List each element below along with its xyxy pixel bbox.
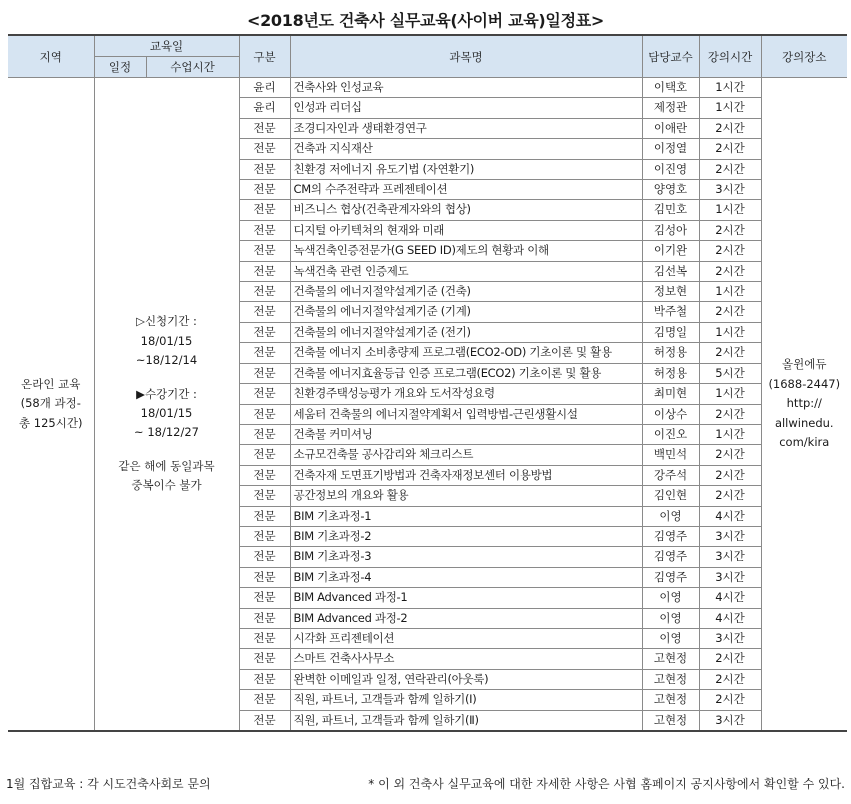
professor-cell: 강주석 [642, 465, 699, 485]
category-cell: 전문 [239, 139, 290, 159]
course-cell: 친환경 저에너지 유도기법 (자연환기) [290, 159, 642, 179]
category-cell: 전문 [239, 343, 290, 363]
course-cell: 건축물 에너지효율등급 인증 프로그램(ECO2) 기초이론 및 활용 [290, 363, 642, 383]
professor-cell: 양영호 [642, 180, 699, 200]
professor-cell: 김성아 [642, 220, 699, 240]
course-cell: BIM 기초과정-4 [290, 567, 642, 587]
professor-cell: 이정열 [642, 139, 699, 159]
place-text: (1688-2447) [768, 376, 841, 391]
professor-cell: 이영 [642, 588, 699, 608]
hours-cell: 2시간 [699, 220, 761, 240]
hours-cell: 2시간 [699, 404, 761, 424]
hours-cell: 2시간 [699, 139, 761, 159]
hours-cell: 1시간 [699, 322, 761, 342]
professor-cell: 김영주 [642, 526, 699, 546]
category-cell: 전문 [239, 649, 290, 669]
course-cell: 건축물의 에너지절약설계기준 (건축) [290, 282, 642, 302]
apply-period-label: ▷신청기간 : [136, 314, 197, 329]
professor-cell: 김명일 [642, 322, 699, 342]
schedule-table [8, 34, 847, 732]
hours-cell: 2시간 [699, 261, 761, 281]
course-cell: 직원, 파트너, 고객들과 함께 일하기(Ⅰ) [290, 690, 642, 710]
professor-cell: 이택호 [642, 78, 699, 98]
professor-cell: 이영 [642, 506, 699, 526]
region-text: 총 125시간) [19, 415, 83, 430]
course-cell: 디지털 아키텍쳐의 현재와 미래 [290, 220, 642, 240]
course-cell: 건축사와 인성교육 [290, 78, 642, 98]
hours-cell: 5시간 [699, 363, 761, 383]
hours-cell: 1시간 [699, 78, 761, 98]
category-cell: 전문 [239, 445, 290, 465]
category-cell: 전문 [239, 118, 290, 138]
category-cell: 전문 [239, 363, 290, 383]
footer-note-right: * 이 외 건축사 실무교육에 대한 자세한 사항은 사협 홈페이지 공지사항에서 확인할 수 있다. [368, 777, 845, 791]
course-cell: BIM Advanced 과정-2 [290, 608, 642, 628]
hours-cell: 3시간 [699, 567, 761, 587]
place-text: 올윈에듀 [782, 357, 827, 372]
category-cell: 전문 [239, 526, 290, 546]
hours-cell: 2시간 [699, 669, 761, 689]
category-cell: 전문 [239, 302, 290, 322]
duplicate-note: 같은 해에 동일과목 [118, 458, 215, 473]
hours-cell: 1시간 [699, 98, 761, 118]
course-cell: 공간정보의 개요와 활용 [290, 486, 642, 506]
region-cell [8, 78, 94, 732]
course-cell: 건축물 커미셔닝 [290, 424, 642, 444]
hours-cell: 3시간 [699, 710, 761, 731]
category-cell: 전문 [239, 200, 290, 220]
category-cell: 전문 [239, 404, 290, 424]
professor-cell: 김인현 [642, 486, 699, 506]
hours-cell: 2시간 [699, 465, 761, 485]
place-text: allwinedu. [774, 415, 834, 430]
course-cell: 조경디자인과 생태환경연구 [290, 118, 642, 138]
professor-cell: 허정용 [642, 343, 699, 363]
category-cell: 전문 [239, 322, 290, 342]
place-text: com/kira [779, 435, 830, 450]
category-cell: 전문 [239, 669, 290, 689]
apply-start: 18/01/15 [140, 333, 193, 348]
duplicate-note: 중복이수 불가 [131, 478, 202, 493]
hours-cell: 1시간 [699, 282, 761, 302]
course-cell: 건축자재 도면표기방법과 건축자재정보센터 이용방법 [290, 465, 642, 485]
hours-cell: 3시간 [699, 180, 761, 200]
hours-cell: 2시간 [699, 302, 761, 322]
course-cell: 스마트 건축사사무소 [290, 649, 642, 669]
course-cell: 시각화 프리젠테이션 [290, 628, 642, 648]
category-cell: 전문 [239, 424, 290, 444]
professor-cell: 박주철 [642, 302, 699, 322]
header-hours: 강의시간 [699, 35, 761, 78]
professor-cell: 고현정 [642, 690, 699, 710]
category-cell: 전문 [239, 465, 290, 485]
category-cell: 전문 [239, 180, 290, 200]
header-class-time: 수업시간 [146, 57, 239, 78]
category-cell: 전문 [239, 486, 290, 506]
professor-cell: 고현정 [642, 710, 699, 731]
attend-period-label: ▶수강기간 : [136, 386, 197, 401]
course-cell: 비즈니스 협상(건축관계자와의 협상) [290, 200, 642, 220]
spacer [98, 443, 236, 457]
professor-cell: 이진오 [642, 424, 699, 444]
category-cell: 전문 [239, 384, 290, 404]
category-cell: 전문 [239, 588, 290, 608]
hours-cell: 1시간 [699, 424, 761, 444]
course-cell: CM의 수주전략과 프레젠테이션 [290, 180, 642, 200]
course-cell: 완벽한 이메일과 일정, 연락관리(아웃룩) [290, 669, 642, 689]
hours-cell: 2시간 [699, 486, 761, 506]
category-cell: 전문 [239, 220, 290, 240]
course-cell: 녹색건축 관련 인증제도 [290, 261, 642, 281]
course-cell: 건축물의 에너지절약설계기준 (전기) [290, 322, 642, 342]
course-cell: 인성과 리더십 [290, 98, 642, 118]
course-cell: 세움터 건축물의 에너지절약계획서 입력방법-근린생활시설 [290, 404, 642, 424]
category-cell: 전문 [239, 159, 290, 179]
course-cell: 친환경주택성능평가 개요와 도서작성요령 [290, 384, 642, 404]
hours-cell: 2시간 [699, 649, 761, 669]
region-text: 온라인 교육 [21, 376, 81, 391]
header-course: 과목명 [290, 35, 642, 78]
course-cell: 건축물의 에너지절약설계기준 (기계) [290, 302, 642, 322]
course-cell: BIM 기초과정-2 [290, 526, 642, 546]
hours-cell: 2시간 [699, 343, 761, 363]
course-cell: BIM 기초과정-3 [290, 547, 642, 567]
hours-cell: 2시간 [699, 118, 761, 138]
professor-cell: 김선복 [642, 261, 699, 281]
attend-end: ~ 18/12/27 [134, 425, 199, 440]
schedule-body [8, 78, 847, 732]
apply-end: ~18/12/14 [135, 353, 198, 368]
header-schedule: 일정 [94, 57, 146, 78]
hours-cell: 4시간 [699, 506, 761, 526]
professor-cell: 최미현 [642, 384, 699, 404]
category-cell: 전문 [239, 608, 290, 628]
hours-cell: 2시간 [699, 241, 761, 261]
category-cell: 윤리 [239, 78, 290, 98]
header-category: 구분 [239, 35, 290, 78]
professor-cell: 고현정 [642, 669, 699, 689]
professor-cell: 김영주 [642, 547, 699, 567]
course-cell: 녹색건축인증전문가(G SEED ID)제도의 현황과 이해 [290, 241, 642, 261]
professor-cell: 제정관 [642, 98, 699, 118]
professor-cell: 이진영 [642, 159, 699, 179]
header-place: 강의장소 [761, 35, 847, 78]
category-cell: 전문 [239, 261, 290, 281]
category-cell: 전문 [239, 547, 290, 567]
hours-cell: 4시간 [699, 608, 761, 628]
category-cell: 윤리 [239, 98, 290, 118]
hours-cell: 1시간 [699, 200, 761, 220]
course-cell: 직원, 파트너, 고객들과 함께 일하기(Ⅱ) [290, 710, 642, 731]
table-row [8, 78, 847, 98]
course-cell: 건축과 지식재산 [290, 139, 642, 159]
professor-cell: 정보현 [642, 282, 699, 302]
category-cell: 전문 [239, 567, 290, 587]
professor-cell: 허정용 [642, 363, 699, 383]
hours-cell: 3시간 [699, 526, 761, 546]
hours-cell: 2시간 [699, 445, 761, 465]
hours-cell: 4시간 [699, 588, 761, 608]
footer-note-left: 1월 집합교육 : 각 시도건축사회로 문의 [6, 777, 211, 791]
attend-start: 18/01/15 [140, 406, 193, 420]
category-cell: 전문 [239, 282, 290, 302]
professor-cell: 이상수 [642, 404, 699, 424]
region-text: (58개 과정- [20, 396, 81, 411]
professor-cell: 이영 [642, 628, 699, 648]
professor-cell: 고현정 [642, 649, 699, 669]
hours-cell: 2시간 [699, 159, 761, 179]
place-text: http:// [786, 396, 822, 411]
course-cell: 건축물 에너지 소비총량제 프로그램(ECO2-OD) 기초이론 및 활용 [290, 343, 642, 363]
spacer [98, 371, 236, 385]
category-cell: 전문 [239, 690, 290, 710]
professor-cell: 김영주 [642, 567, 699, 587]
hours-cell: 3시간 [699, 628, 761, 648]
course-cell: BIM 기초과정-1 [290, 506, 642, 526]
schedule-cell [94, 78, 239, 732]
professor-cell: 김민호 [642, 200, 699, 220]
category-cell: 전문 [239, 506, 290, 526]
header-professor: 담당교수 [642, 35, 699, 78]
header-region: 지역 [8, 35, 94, 78]
professor-cell: 백민석 [642, 445, 699, 465]
professor-cell: 이기완 [642, 241, 699, 261]
hours-cell: 1시간 [699, 384, 761, 404]
course-cell: 소규모건축물 공사감리와 체크리스트 [290, 445, 642, 465]
page-title: <2018년도 건축사 실무교육(사이버 교육)일정표> [246, 11, 605, 30]
course-cell: BIM Advanced 과정-1 [290, 588, 642, 608]
professor-cell: 이애란 [642, 118, 699, 138]
category-cell: 전문 [239, 241, 290, 261]
category-cell: 전문 [239, 628, 290, 648]
place-cell [761, 78, 847, 732]
professor-cell: 이영 [642, 608, 699, 628]
header-edu-day: 교육일 [94, 35, 239, 57]
category-cell: 전문 [239, 710, 290, 731]
hours-cell: 2시간 [699, 690, 761, 710]
hours-cell: 3시간 [699, 547, 761, 567]
